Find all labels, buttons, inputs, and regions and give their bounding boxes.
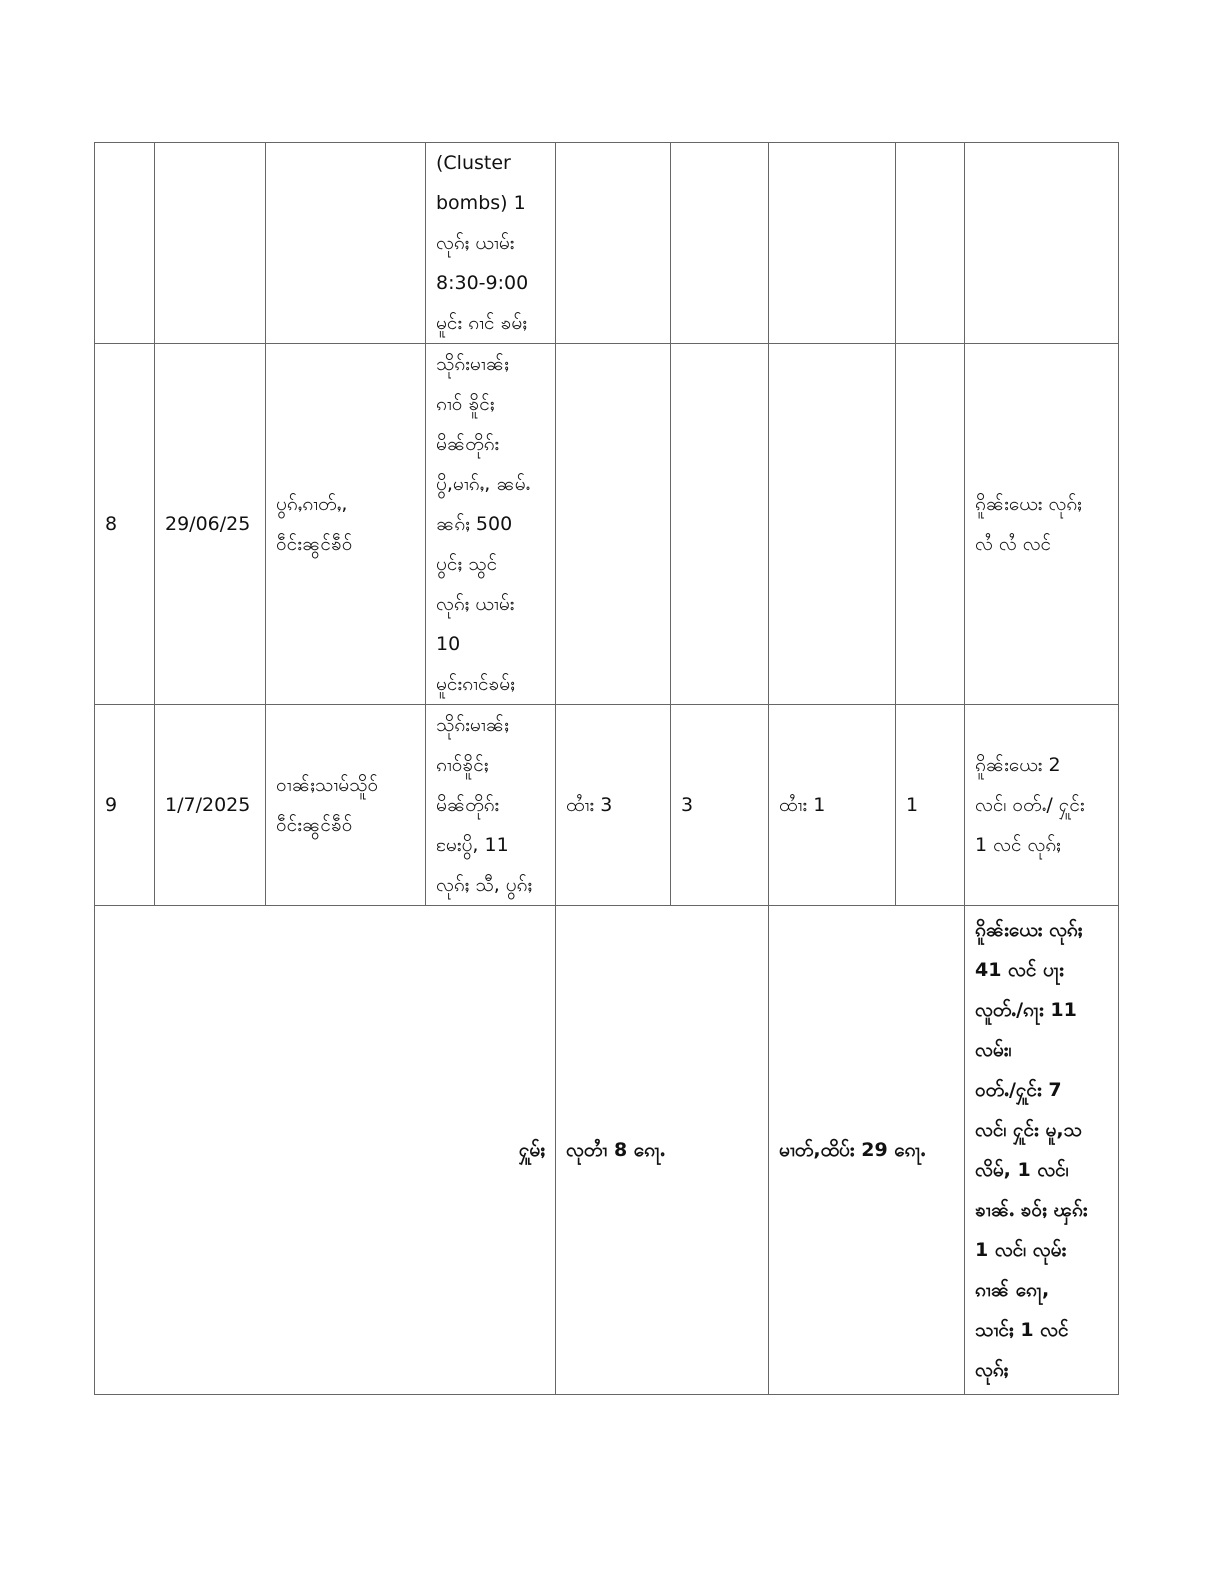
- description-line: သိုၵ်းမၢၼ်ႈ: [436, 714, 509, 736]
- table-row: [95, 143, 1119, 344]
- row-col6: [671, 143, 769, 344]
- description-line: လုၵ်ႈ ယၢမ်း: [436, 593, 515, 615]
- incident-table: [94, 142, 1119, 1395]
- description-line: 8:30-9:00: [436, 272, 529, 294]
- remarks-line: ၶၢၼ်ႉ ၶဝ်ႈ ၾၵ်း: [975, 1199, 1088, 1221]
- description-line: 10: [436, 633, 461, 655]
- row-description: [426, 143, 556, 344]
- description-line: (Cluster: [436, 152, 511, 174]
- location-line: ဝၢၼ်ႈသၢမ်သိူဝ်: [276, 774, 379, 796]
- description-line: ပွိ,မၢၵ်ႇ, ၼမ်ႉ: [436, 473, 531, 495]
- table-row: [95, 705, 1119, 906]
- row-number: [95, 143, 155, 344]
- row-date: [155, 143, 266, 344]
- summary-row: [95, 906, 1119, 1395]
- row-location: [266, 705, 426, 906]
- row-col6: 3: [671, 705, 769, 906]
- row-col5: ထၢႆး 3: [556, 705, 671, 906]
- remarks-line: ၵၢၼ် ၵေႃ,: [975, 1279, 1050, 1301]
- row-description: [426, 705, 556, 906]
- description-line: ၵၢဝ်ၶိူင်ႈ: [436, 754, 489, 776]
- row-date: 29/06/25: [155, 344, 266, 705]
- description-line: ၵၢဝ် ၶိူင်ႈ: [436, 393, 495, 415]
- description-line: မိၼ်တိုၵ်း: [436, 433, 500, 455]
- row-col5: [556, 143, 671, 344]
- summary-remarks: [965, 906, 1119, 1395]
- summary-count-b: မၢတ်,ထိပ်း 29 ၵေႃႉ: [769, 906, 965, 1395]
- row-col8: [896, 143, 965, 344]
- row-col6: [671, 344, 769, 705]
- description-line: မူင်း ၵၢင် ၶမ်ႈ: [436, 312, 528, 334]
- description-line: bombs) 1: [436, 192, 526, 214]
- row-remarks: [965, 143, 1119, 344]
- row-location: [266, 143, 426, 344]
- row-col7: [769, 344, 896, 705]
- summary-label: ႁူမ်ႈ: [95, 906, 556, 1395]
- description-line: မူင်းၵၢင်ၶမ်ႈ: [436, 673, 515, 695]
- row-date: 1/7/2025: [155, 705, 266, 906]
- remarks-line: လိမ်, 1 လင်၊: [975, 1159, 1069, 1181]
- description-line: မႄးပွိ, 11: [436, 834, 509, 856]
- remarks-line: 1 လင်၊ လုမ်း: [975, 1239, 1067, 1261]
- remarks-line: ၵိူၼ်းယေး လုၵ်ႈ: [975, 493, 1082, 515]
- location-line: ဝဵင်းၼွင်ၶဵဝ်: [276, 814, 353, 836]
- row-number: 8: [95, 344, 155, 705]
- remarks-line: 41 လင် ပႃး: [975, 959, 1064, 981]
- remarks-line: လမ်း၊: [975, 1039, 1012, 1061]
- row-description: [426, 344, 556, 705]
- remarks-line: သၢင်ႈ 1 လင်: [975, 1319, 1069, 1341]
- description-line: သိုၵ်းမၢၼ်ႈ: [436, 353, 509, 375]
- row-col8: 1: [896, 705, 965, 906]
- row-col7: ထၢႆး 1: [769, 705, 896, 906]
- description-line: ပွင်ႈ သွင်: [436, 553, 498, 575]
- row-col5: [556, 344, 671, 705]
- remarks-line: ဝတ်ႉ/ႁူင်း 7: [975, 1079, 1062, 1101]
- location-line: ဝဵင်းၼွင်ၶဵဝ်: [276, 533, 353, 555]
- row-location: [266, 344, 426, 705]
- remarks-line: လူတ်ႉ/ၵႃး 11: [975, 999, 1077, 1021]
- remarks-line: လင်၊ ဝတ်ႉ/ ႁူင်း: [975, 794, 1085, 816]
- row-remarks: [965, 705, 1119, 906]
- row-remarks: [965, 344, 1119, 705]
- remarks-line: ၵိူၼ်းယေး လုၵ်ႈ: [975, 919, 1083, 941]
- remarks-line: လင်၊ ႁူင်း မူ,သ: [975, 1119, 1082, 1141]
- remarks-line: လုၵ်ႈ: [975, 1359, 1009, 1381]
- description-line: လုၵ်ႈ သီ, ပွၵ်ႈ: [436, 874, 533, 896]
- remarks-line: လႆ လႆ လင်: [975, 533, 1052, 555]
- description-line: ၼၵ်ႈ 500: [436, 513, 513, 535]
- remarks-line: ၵိူၼ်းယေး 2: [975, 754, 1061, 776]
- row-col8: [896, 344, 965, 705]
- description-line: မိၼ်တိုၵ်း: [436, 794, 500, 816]
- table-row: [95, 344, 1119, 705]
- summary-count-a: လုတၢႆ 8 ၵေႃႉ: [556, 906, 769, 1395]
- row-number: 9: [95, 705, 155, 906]
- row-col7: [769, 143, 896, 344]
- remarks-line: 1 လင် လုၵ်ႈ: [975, 834, 1061, 856]
- description-line: လုၵ်ႈ ယၢမ်း: [436, 232, 515, 254]
- location-line: ပွၵ်ႇၵၢတ်ႇ,: [276, 493, 348, 515]
